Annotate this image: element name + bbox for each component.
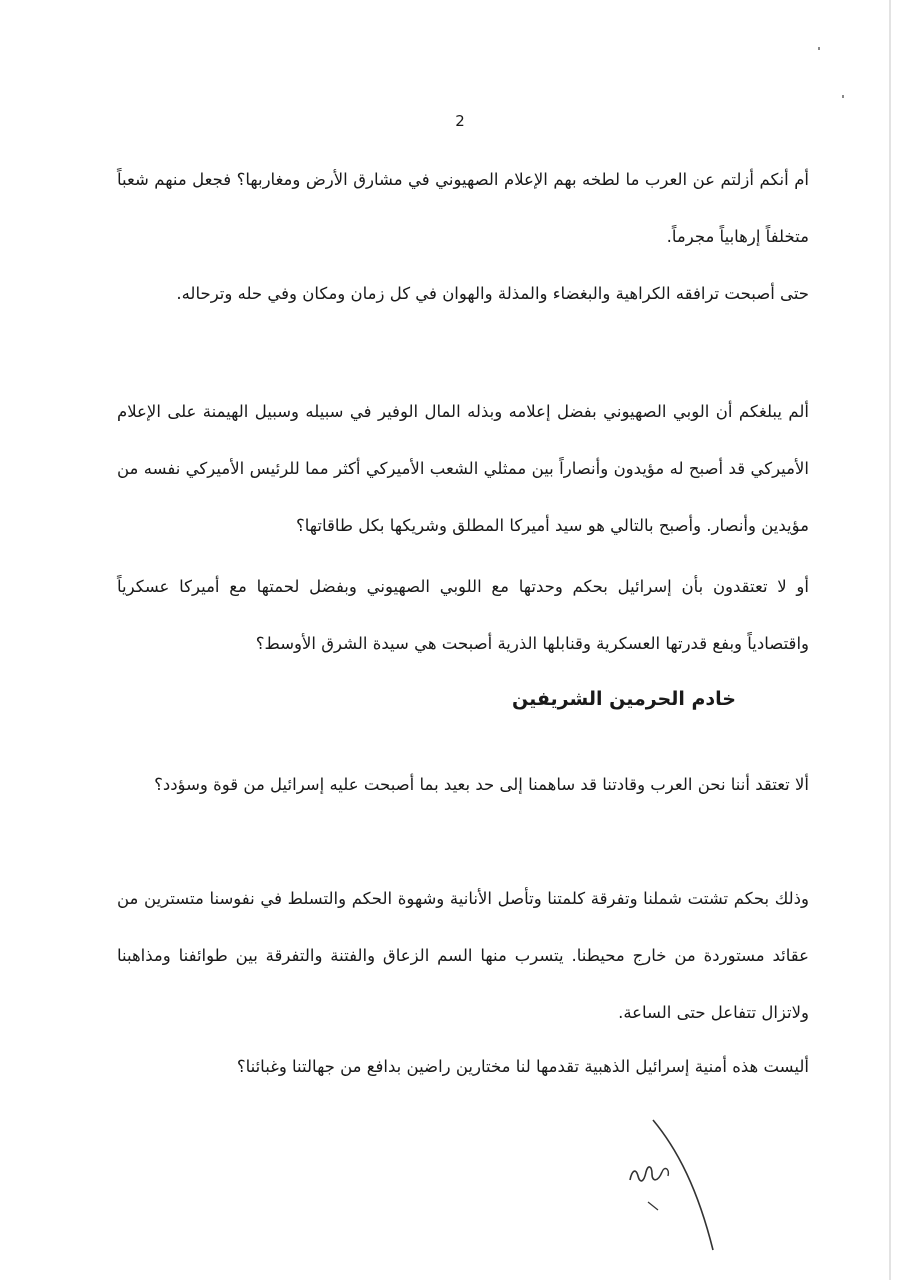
paragraph-3: ألم يبلغكم أن الوبي الصهيوني بفضل إعلامه وبذله المال الوفير في سبيله وسبيل الهيمنة على الإعلام الأميركي قد أصبح له مؤيدون وأنصاراً بين ممثلي الشعب الأميركي أكثر مما للرئيس الأميركي نفسه من مؤيدين وأنصار. وأصبح بالتالي هو سيد أميركا المطلق وشريكها بكل طاقاتها؟ bbox=[117, 402, 809, 535]
scan-speck bbox=[842, 95, 844, 98]
page-number: 2 bbox=[455, 112, 465, 130]
paragraph-2: حتى أصبحت ترافقه الكراهية والبغضاء والمذلة والهوان في كل زمان ومكان وفي حله وترحاله. bbox=[176, 284, 809, 303]
scan-speck bbox=[818, 47, 820, 50]
page-edge bbox=[889, 0, 891, 1280]
paragraph-6: وذلك بحكم تشتت شملنا وتفرقة كلمتنا وتأصل الأنانية وشهوة الحكم والتسلط في نفوسنا متسترين من عقائد مستوردة من خارج محيطنا. يتسرب منها السم الزعاق والفتنة والتفرقة بين طوائفنا ومذاهبنا ولاتزال تتفاعل حتى الساعة. bbox=[117, 889, 809, 1022]
paragraph-7: أليست هذه أمنية إسرائيل الذهبية تقدمها لنا مختارين راضين بدافع من جهالتنا وغبائنا؟ bbox=[236, 1057, 809, 1076]
paragraph-1: أم أنكم أزلتم عن العرب ما لطخه بهم الإعلام الصهيوني في مشارق الأرض ومغاربها؟ فجعل منهم شعباً متخلفاً إرهابياً مجرماً. bbox=[117, 170, 809, 246]
handwritten-signature bbox=[618, 1110, 728, 1260]
section-heading: خادم الحرمين الشريفين bbox=[512, 688, 736, 710]
paragraph-4: أو لا تعتقدون بأن إسرائيل بحكم وحدتها مع اللوبي الصهيوني وبفضل لحمتها مع أميركا عسكرياً واقتصادياً وبفع قدرتها العسكرية وقنابلها الذرية أصبحت هي سيدة الشرق الأوسط؟ bbox=[117, 577, 809, 653]
paragraph-5: ألا تعتقد أننا نحن العرب وقادتنا قد ساهمنا إلى حد بعيد بما أصبحت عليه إسرائيل من قوة وسؤدد؟ bbox=[154, 775, 809, 794]
